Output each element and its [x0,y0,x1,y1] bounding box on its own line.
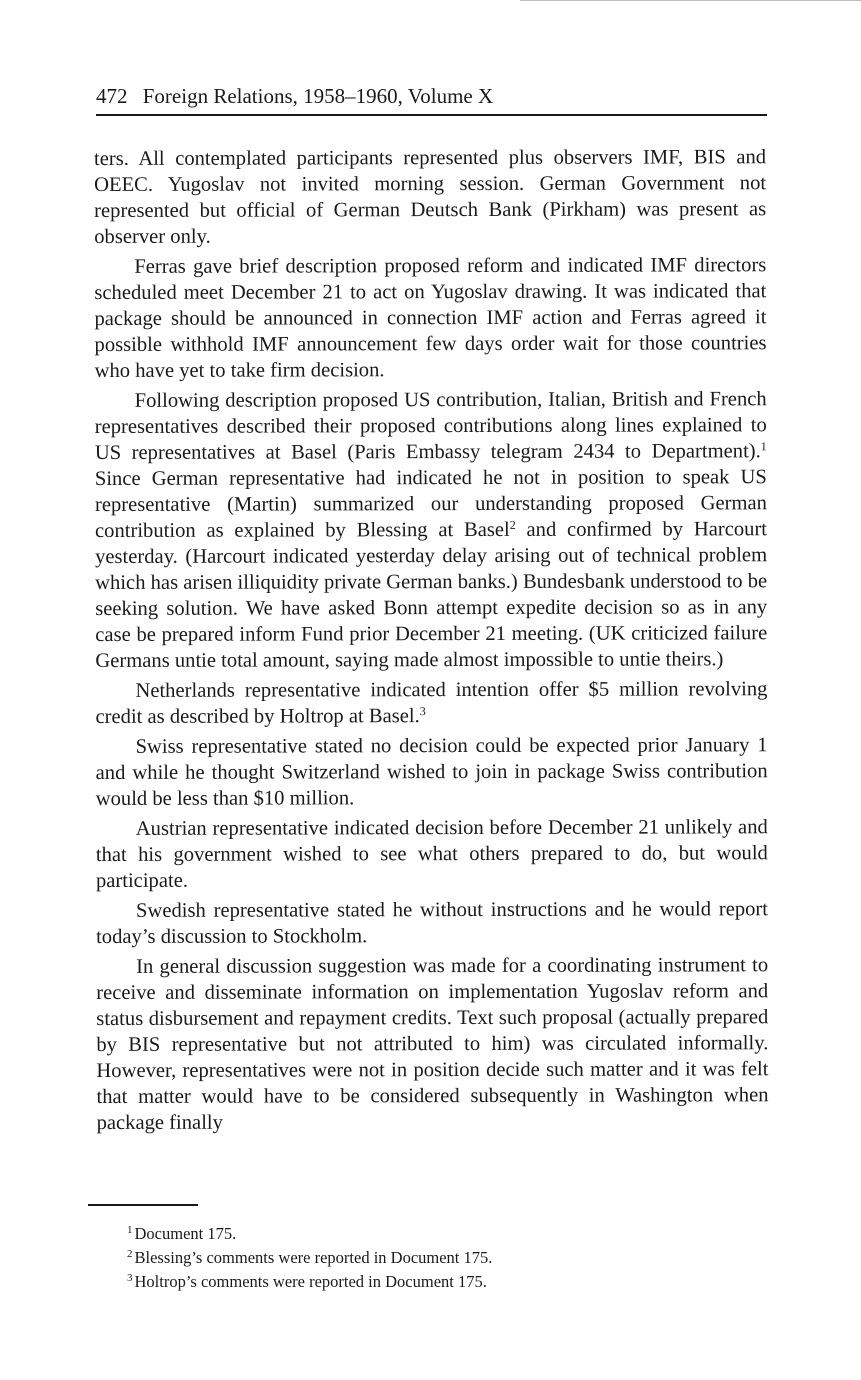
scan-edge-line [520,0,861,1]
footnote-2-number: 2 [127,1248,133,1260]
paragraph-1: ters. All contemplated participants represented plus observers IMF, BIS and OEEC. Yugoslav not invited morning session. German Government not represented but official of German Deutsch Bank (Pirkham) was present as observer only. [94,146,767,248]
running-head [96,82,766,110]
footnote-ref-2[interactable]: 2 [509,517,516,532]
paragraph-3 [95,386,768,674]
footnote-3 [127,1270,647,1294]
footnote-3-text: Holtrop’s comments were reported in Document 175. [134,1272,487,1291]
footnote-ref-1[interactable]: 1 [760,439,767,454]
paragraph-3-part-c: and confirmed by Harcourt yesterday. (Harcourt indicated yesterday delay arising out of technical problem which has arisen illiquidity private German banks.) Bundesbank understood to be seeking solution. We have asked Bonn attempt expedite decision so as in any case be prepared inform Fund prior December 21 meeting. (UK criticized failure Germans untie total amount, saying made almost impossible to untie theirs.) [95,518,768,672]
footnote-3-number: 3 [127,1272,133,1284]
paragraph-7: Swedish representative stated he without instructions and he would report today’s discussion to Stockholm. [96,898,769,948]
paragraph-4 [95,676,767,730]
footnotes [127,1222,647,1294]
paragraph-8: In general discussion suggestion was made for a coordinating instrument to receive and disseminate information on implementation Yugoslav reform and status disbursement and repayment credits. Text such proposal (actually prepared by BIS representative but not attributed to him) was circulated informally. However, representatives were not in position decide such matter and it was felt that matter would have to be considered subsequently in Washington when package finally [96,954,769,1134]
footnote-rule [88,1204,198,1206]
body-text [94,144,769,1140]
paragraph-6: Austrian representative indicated decision before December 21 unlikely and that his government wished to see what others prepared to do, but would participate. [95,816,768,892]
paragraph-2: Ferras gave brief description proposed reform and indicated IMF directors scheduled meet December 21 to act on Yugoslav drawing. It was indicated that package should be announced in connection IMF action and Ferras agreed it possible withhold IMF announcement few days order wait for those countries who have yet to take firm decision. [94,254,767,382]
footnote-1-number: 1 [127,1224,133,1236]
footnote-1 [127,1222,647,1246]
running-head-title: Foreign Relations, 1958–1960, Volume X [142,84,494,108]
running-head-rule [96,114,767,116]
page-number: 472 [96,84,128,108]
paragraph-5: Swiss representative stated no decision could be expected prior January 1 and while he thought Switzerland wished to join in package Swiss contribution would be less than $10 million. [95,734,768,810]
paragraph-3-part-a: Following description proposed US contribution, Italian, British and French representatives described their proposed contributions along lines explained to US representatives at Basel (Paris Embassy telegram 2434 to Department). [94,388,767,464]
paragraph-4-text: Netherlands representative indicated intention offer $5 million revolving credit as described by Holtrop at Basel. [95,678,768,728]
footnote-2-text: Blessing’s comments were reported in Document 175. [134,1248,493,1267]
paragraph-3-part-b: Since German representative had indicated he not in position to speak US representative (Martin) summarized our understanding proposed German contribution as explained by Blessing at Basel [94,466,767,542]
footnote-2 [127,1246,647,1270]
footnote-1-text: Document 175. [134,1224,237,1243]
footnote-ref-3[interactable]: 3 [419,704,426,719]
